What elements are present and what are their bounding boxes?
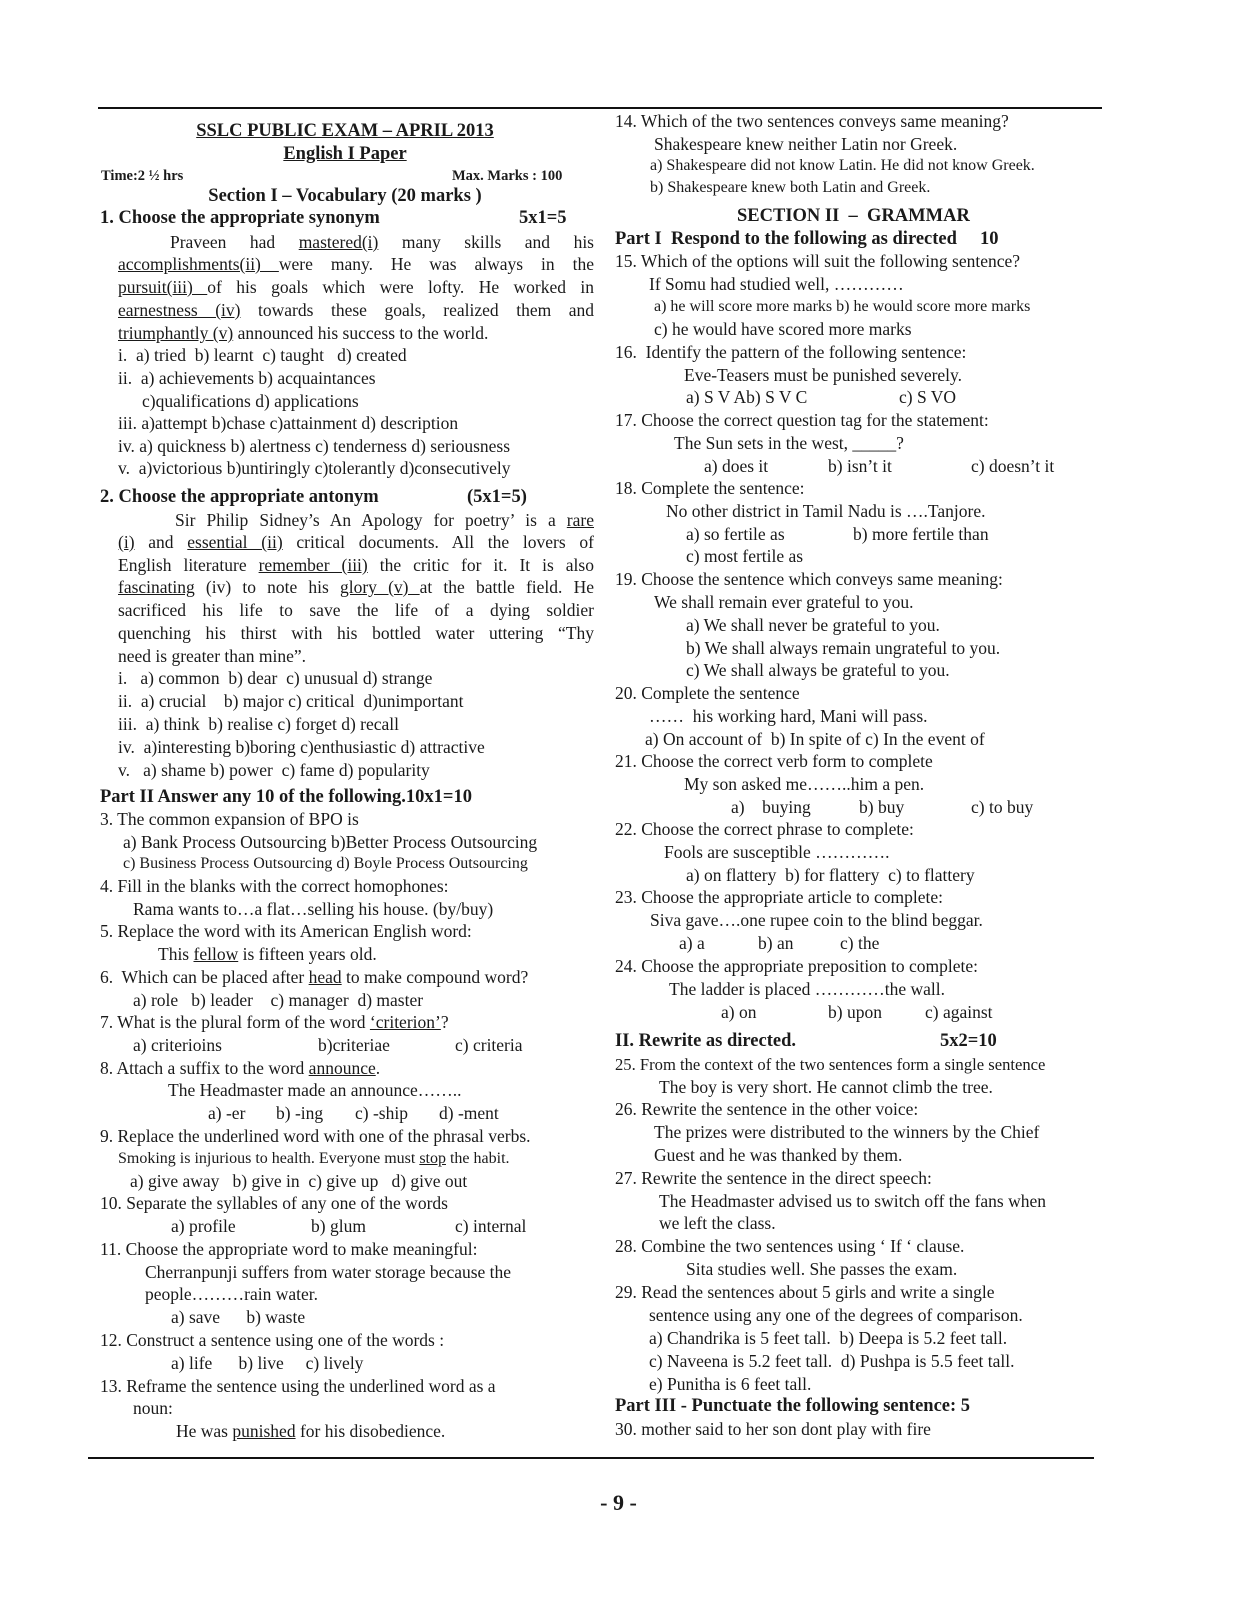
q15: 15. Which of the options will suit the following sentence?: [615, 251, 1021, 271]
q1-passage-line: Praveen had mastered(i) many skills and his: [170, 232, 594, 252]
q7: 7. What is the plural form of the word ‘criterion’?: [100, 1012, 449, 1032]
q1-marks: 5x1=5: [519, 208, 567, 228]
q10-option: c) internal: [455, 1216, 527, 1236]
q23-text: Siva gave….one rupee coin to the blind beggar.: [650, 910, 983, 930]
q14: 14. Which of the two sentences conveys same meaning?: [615, 111, 1009, 131]
q1-option: i. a) tried b) learnt c) taught d) created: [118, 345, 407, 365]
q8-text: The Headmaster made an announce……..: [168, 1080, 462, 1100]
q20: 20. Complete the sentence: [615, 683, 800, 703]
rewrite-heading: II. Rewrite as directed.: [615, 1031, 797, 1051]
q18-option: c) most fertile as: [686, 546, 804, 566]
exam-title: SSLC PUBLIC EXAM – APRIL 2013: [196, 121, 494, 141]
q24-text: The ladder is placed …………the wall.: [669, 979, 946, 999]
q7-option: b)criteriae: [318, 1035, 390, 1055]
q15-option: a) he will score more marks b) he would score more marks: [654, 298, 1031, 315]
max-marks: Max. Marks : 100: [452, 168, 563, 184]
q2-passage-line: Sir Philip Sidney’s An Apology for poetry’ is a rare: [175, 510, 594, 530]
q18: 18. Complete the sentence:: [615, 478, 805, 498]
q2-marks: (5x1=5): [467, 487, 527, 507]
q3-option: c) Business Process Outsourcing d) Boyle Process Outsourcing: [123, 855, 528, 872]
q5-text: This fellow is fifteen years old.: [158, 944, 377, 964]
q17-option: c) doesn’t it: [971, 456, 1055, 476]
part2-heading: Part II Answer any 10 of the following.10x1=10: [100, 787, 472, 807]
q30: 30. mother said to her son dont play with fire: [615, 1419, 931, 1439]
q21-option: b) buy: [859, 797, 905, 817]
q26-text: Guest and he was thanked by them.: [654, 1145, 903, 1165]
q2-passage-line: (i) and essential (ii) critical documents. All the lovers of: [118, 532, 594, 552]
section-heading: Section I – Vocabulary (20 marks ): [208, 186, 482, 206]
q8-option: a) -er: [208, 1103, 246, 1123]
q15-text: If Somu had studied well, …………: [649, 274, 904, 294]
q27-text: we left the class.: [659, 1213, 776, 1233]
q22-text: Fools are susceptible ………….: [664, 842, 890, 862]
q19-text: We shall remain ever grateful to you.: [654, 592, 914, 612]
q2-passage-line: English literature remember (iii) the critic for it. It is also: [118, 555, 594, 575]
q3: 3. The common expansion of BPO is: [100, 809, 359, 829]
rewrite-marks: 5x2=10: [940, 1031, 997, 1051]
q17-text: The Sun sets in the west, _____?: [674, 433, 904, 453]
q1-option: v. a)victorious b)untiringly c)tolerantly d)consecutively: [118, 458, 511, 478]
q23-option: b) an: [758, 933, 794, 953]
q2-passage-line: quenching his thirst with his bottled water uttering “Thy: [118, 623, 594, 643]
q21-option: c) to buy: [971, 797, 1034, 817]
q18-option: a) so fertile as: [686, 524, 785, 544]
q29-option: c) Naveena is 5.2 feet tall. d) Pushpa is 5.5 feet tall.: [649, 1351, 1015, 1371]
q19-option: a) We shall never be grateful to you.: [686, 615, 940, 635]
q12: 12. Construct a sentence using one of the words :: [100, 1330, 445, 1350]
q8: 8. Attach a suffix to the word announce.: [100, 1058, 381, 1078]
part1-heading: Part I Respond to the following as directed 10: [615, 229, 999, 249]
q11-text: people………rain water.: [145, 1284, 319, 1304]
q18-text: No other district in Tamil Nadu is ….Tanjore.: [666, 501, 986, 521]
q14-option: b) Shakespeare knew both Latin and Greek.: [650, 179, 931, 196]
q11-text: Cherranpunji suffers from water storage because the: [145, 1262, 512, 1282]
q23-option: a) a: [679, 933, 705, 953]
q11-options: a) save b) waste: [171, 1307, 306, 1327]
q26: 26. Rewrite the sentence in the other voice:: [615, 1099, 919, 1119]
part3-heading: Part III - Punctuate the following sentence: 5: [615, 1396, 971, 1416]
q1-passage-line: earnestness (iv) towards these goals, realized them and: [118, 300, 594, 320]
time-label: Time:2 ½ hrs: [101, 168, 184, 184]
q2-passage-line: need is greater than mine”.: [118, 646, 307, 666]
q9: 9. Replace the underlined word with one of the phrasal verbs.: [100, 1126, 531, 1146]
q26-text: The prizes were distributed to the winners by the Chief: [654, 1122, 1040, 1142]
q8-option: d) -ment: [439, 1103, 499, 1123]
q18-option: b) more fertile than: [853, 524, 989, 544]
q2-passage-line: fascinating (iv) to note his glory (v) at the battle field. He: [118, 577, 594, 597]
q4-text: Rama wants to…a flat…selling his house. (by/buy): [133, 899, 494, 919]
q24-option: b) upon: [828, 1002, 882, 1022]
q29: 29. Read the sentences about 5 girls and write a single: [615, 1282, 995, 1302]
q27-text: The Headmaster advised us to switch off the fans when: [659, 1191, 1046, 1211]
q7-option: c) criteria: [455, 1035, 523, 1055]
q9-text: Smoking is injurious to health. Everyone must stop the habit.: [118, 1150, 510, 1167]
q1-option: iv. a) quickness b) alertness c) tenderness d) seriousness: [118, 436, 511, 456]
q2-option: v. a) shame b) power c) fame d) popularity: [118, 760, 430, 780]
q16-text: Eve-Teasers must be punished severely.: [684, 365, 963, 385]
q16-option: c) S VO: [899, 387, 957, 407]
q1-heading: 1. Choose the appropriate synonym: [100, 208, 380, 228]
q29-option: e) Punitha is 6 feet tall.: [649, 1374, 812, 1394]
q28-text: Sita studies well. She passes the exam.: [686, 1259, 958, 1279]
q21-text: My son asked me……..him a pen.: [684, 774, 925, 794]
q17: 17. Choose the correct question tag for the statement:: [615, 410, 989, 430]
q21: 21. Choose the correct verb form to complete: [615, 751, 933, 771]
section2-heading: SECTION II – GRAMMAR: [737, 206, 970, 226]
q2-option: iii. a) think b) realise c) forget d) recall: [118, 714, 400, 734]
q24-option: a) on: [721, 1002, 757, 1022]
q8-option: c) -ship: [355, 1103, 408, 1123]
q22: 22. Choose the correct phrase to complete:: [615, 819, 914, 839]
q9-options: a) give away b) give in c) give up d) give out: [130, 1171, 468, 1191]
q25: 25. From the context of the two sentences form a single sentence: [615, 1055, 1046, 1074]
q2-heading: 2. Choose the appropriate antonym: [100, 487, 379, 507]
q1-option: ii. a) achievements b) acquaintances: [118, 368, 376, 388]
q13-text: noun:: [133, 1398, 173, 1418]
q4: 4. Fill in the blanks with the correct homophones:: [100, 876, 449, 896]
q3-option: a) Bank Process Outsourcing b)Better Process Outsourcing: [123, 832, 538, 852]
q20-text: …… his working hard, Mani will pass.: [649, 706, 928, 726]
page-number: - 9 -: [600, 1490, 637, 1515]
q27: 27. Rewrite the sentence in the direct speech:: [615, 1168, 932, 1188]
q29-option: a) Chandrika is 5 feet tall. b) Deepa is 5.2 feet tall.: [649, 1328, 1008, 1348]
q2-option: iv. a)interesting b)boring c)enthusiastic d) attractive: [118, 737, 485, 757]
q14-option: a) Shakespeare did not know Latin. He did not know Greek.: [650, 157, 1035, 174]
q5: 5. Replace the word with its American English word:: [100, 921, 472, 941]
q6-options: a) role b) leader c) manager d) master: [133, 990, 424, 1010]
q19: 19. Choose the sentence which conveys same meaning:: [615, 569, 1003, 589]
q23-option: c) the: [840, 933, 880, 953]
q16-option: a) S V Ab) S V C: [686, 387, 808, 407]
q24: 24. Choose the appropriate preposition to complete:: [615, 956, 979, 976]
q15-option: c) he would have scored more marks: [654, 319, 912, 339]
q14-text: Shakespeare knew neither Latin nor Greek.: [654, 134, 958, 154]
q29-text: sentence using any one of the degrees of comparison.: [649, 1305, 1023, 1325]
q11: 11. Choose the appropriate word to make meaningful:: [100, 1239, 478, 1259]
q10: 10. Separate the syllables of any one of the words: [100, 1193, 448, 1213]
q1-option: c)qualifications d) applications: [142, 391, 359, 411]
q2-option: i. a) common b) dear c) unusual d) strange: [118, 668, 433, 688]
q16: 16. Identify the pattern of the following sentence:: [615, 342, 967, 362]
q28: 28. Combine the two sentences using ‘ If ‘ clause.: [615, 1236, 965, 1256]
q8-option: b) -ing: [276, 1103, 324, 1123]
q23: 23. Choose the appropriate article to complete:: [615, 887, 944, 907]
q17-option: b) isn’t it: [828, 456, 892, 476]
q21-option: a) buying: [731, 797, 811, 817]
q2-option: ii. a) crucial b) major c) critical d)unimportant: [118, 691, 464, 711]
q20-options: a) On account of b) In spite of c) In the event of: [645, 729, 985, 749]
q2-passage-line: sacrificed his life to save the life of a dying soldier: [118, 600, 594, 620]
q24-option: c) against: [925, 1002, 993, 1022]
q1-passage-line: pursuit(iii) of his goals which were lofty. He worked in: [118, 277, 594, 297]
paper-title: English I Paper: [283, 144, 407, 164]
q22-options: a) on flattery b) for flattery c) to flattery: [686, 865, 975, 885]
q13: 13. Reframe the sentence using the underlined word as a: [100, 1376, 496, 1396]
q12-options: a) life b) live c) lively: [171, 1353, 364, 1373]
q1-option: iii. a)attempt b)chase c)attainment d) description: [118, 413, 459, 433]
q10-option: b) glum: [311, 1216, 366, 1236]
q13-sentence: He was punished for his disobedience.: [176, 1421, 446, 1441]
q19-option: b) We shall always remain ungrateful to you.: [686, 638, 1001, 658]
q1-passage-line: triumphantly (v) announced his success to the world.: [118, 323, 489, 343]
q7-option: a) criterioins: [133, 1035, 222, 1055]
q1-passage-line: accomplishments(ii) were many. He was always in the: [118, 254, 594, 274]
q19-option: c) We shall always be grateful to you.: [686, 660, 950, 680]
q10-option: a) profile: [171, 1216, 236, 1236]
q17-option: a) does it: [704, 456, 769, 476]
q25-text: The boy is very short. He cannot climb the tree.: [659, 1077, 993, 1097]
q6: 6. Which can be placed after head to make compound word?: [100, 967, 529, 987]
